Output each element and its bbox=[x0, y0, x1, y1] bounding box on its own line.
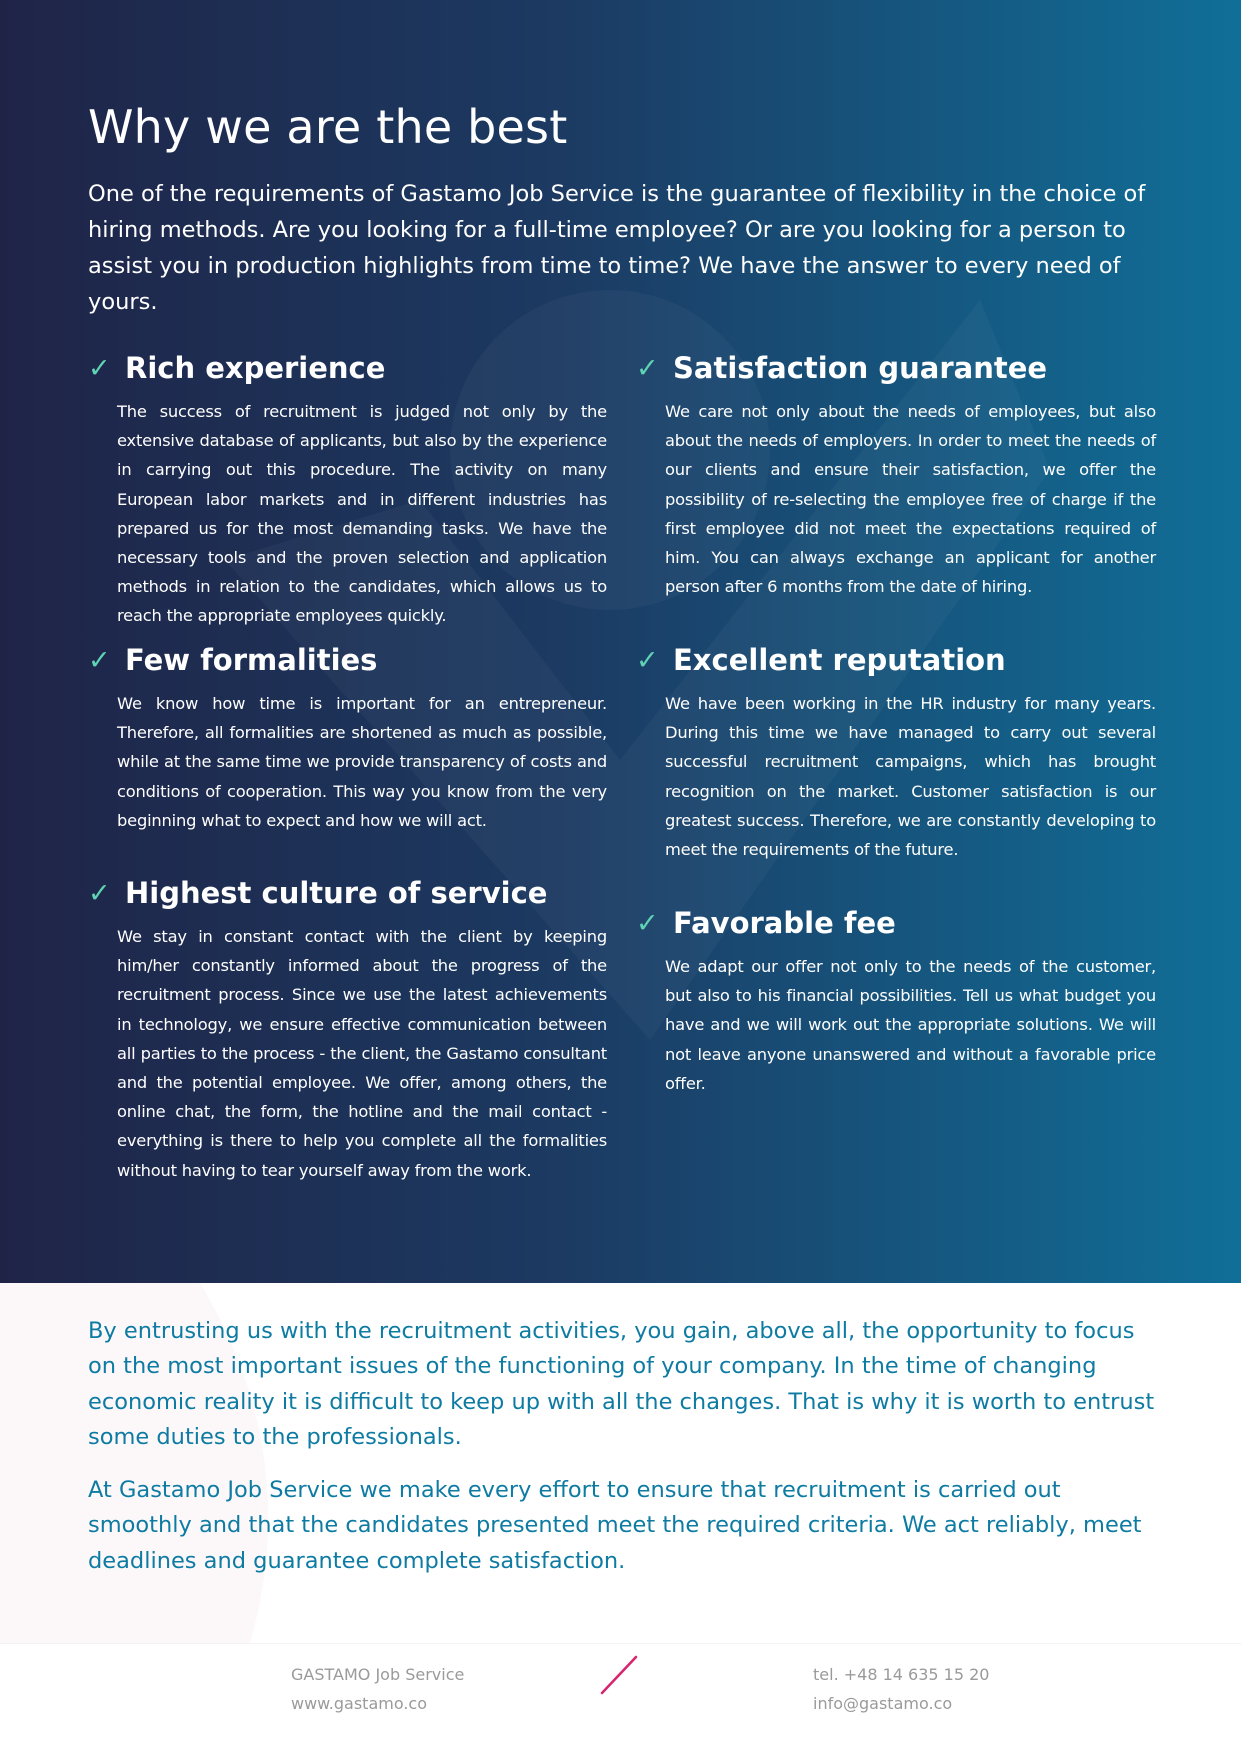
feature-text: We adapt our offer not only to the needs of the customer, but also to his financial possibilities. Tell us what budget you have and we will work out the appropriate solutions. We will not leave anyone unanswered and without a favorable price offer. bbox=[665, 957, 1156, 1093]
slash-logo-icon bbox=[598, 1655, 640, 1697]
closing-paragraph-2: At Gastamo Job Service we make every effort to ensure that recruitment is carried out smoothly and that the candidates presented meet the required criteria. We act reliably, meet deadlines and guarantee complete satisfaction. bbox=[88, 1477, 1142, 1574]
feature-rich-experience bbox=[88, 348, 607, 631]
intro-paragraph: One of the requirements of Gastamo Job Service is the guarantee of flexibility in the choice of hiring methods. Are you looking for a full-time employee? Or are you looking for a person to assist you in production highlights from time to time? We have the answer to every need of yours. bbox=[88, 181, 1146, 315]
footer-company-info bbox=[291, 1660, 464, 1718]
closing-section bbox=[88, 1314, 1156, 1597]
check-icon: ✓ bbox=[88, 352, 111, 384]
feature-highest-culture bbox=[88, 873, 607, 1185]
check-icon: ✓ bbox=[636, 644, 659, 676]
feature-excellent-reputation bbox=[636, 640, 1156, 864]
feature-title: Satisfaction guarantee bbox=[673, 351, 1048, 385]
footer-contact-info bbox=[813, 1660, 989, 1718]
feature-title: Rich experience bbox=[125, 351, 386, 385]
feature-text: We care not only about the needs of employees, but also about the needs of employers. In order to meet the needs of our clients and ensure their satisfaction, we offer the possibility of re-selecting the employee free of charge if the first employee did not meet the expectations required of him. You can always exchange an applicant for another person after 6 months from the date of hiring. bbox=[665, 402, 1156, 597]
footer-divider bbox=[0, 1643, 1241, 1644]
closing-paragraph-1: By entrusting us with the recruitment activities, you gain, above all, the opportunity to focus on the most important issues of the functioning of your company. In the time of changing economic reality it is difficult to keep up with all the changes. That is why it is worth to entrust some duties to the professionals. bbox=[88, 1318, 1155, 1450]
footer-email-link[interactable]: info@gastamo.co bbox=[813, 1694, 953, 1713]
feature-text: We have been working in the HR industry for many years. During this time we have managed to carry out several successful recruitment campaigns, which has brought recognition on the market. Customer satisfaction is our greatest success. Therefore, we are constantly developing to meet the requirements of the future. bbox=[665, 694, 1156, 860]
feature-title: Few formalities bbox=[125, 643, 378, 677]
check-icon: ✓ bbox=[636, 352, 659, 384]
feature-favorable-fee bbox=[636, 903, 1156, 1098]
check-icon: ✓ bbox=[88, 644, 111, 676]
feature-few-formalities bbox=[88, 640, 607, 835]
check-icon: ✓ bbox=[88, 877, 111, 909]
feature-title: Favorable fee bbox=[673, 906, 896, 940]
footer-website-link[interactable]: www.gastamo.co bbox=[291, 1694, 428, 1713]
feature-text: We stay in constant contact with the client by keeping him/her constantly informed about the progress of the recruitment process. Since we use the latest achievements in technology, we ensure effective communication between all parties to the process - the client, the Gastamo consultant and the potential employee. We offer, among others, the online chat, the form, the hotline and the mail contact - everything is there to help you complete all the formalities without having to tear yourself away from the work. bbox=[117, 927, 607, 1180]
check-icon: ✓ bbox=[636, 907, 659, 939]
feature-satisfaction-guarantee bbox=[636, 348, 1156, 601]
feature-title: Excellent reputation bbox=[673, 643, 1006, 677]
page-title: Why we are the best bbox=[88, 100, 568, 154]
footer-company-name: GASTAMO Job Service bbox=[291, 1665, 465, 1684]
feature-text: The success of recruitment is judged not only by the extensive database of applicants, but also by the experience in carrying out this procedure. The activity on many European labor markets and in different industries has prepared us for the most demanding tasks. We have the necessary tools and the proven selection and application methods in relation to the candidates, which allows us to reach the appropriate employees quickly. bbox=[117, 402, 607, 626]
footer-phone[interactable]: tel. +48 14 635 15 20 bbox=[813, 1665, 990, 1684]
feature-title: Highest culture of service bbox=[125, 876, 548, 910]
feature-text: We know how time is important for an entrepreneur. Therefore, all formalities are shortened as much as possible, while at the same time we provide transparency of costs and conditions of cooperation. This way you know from the very beginning what to expect and how we will act. bbox=[117, 694, 607, 830]
